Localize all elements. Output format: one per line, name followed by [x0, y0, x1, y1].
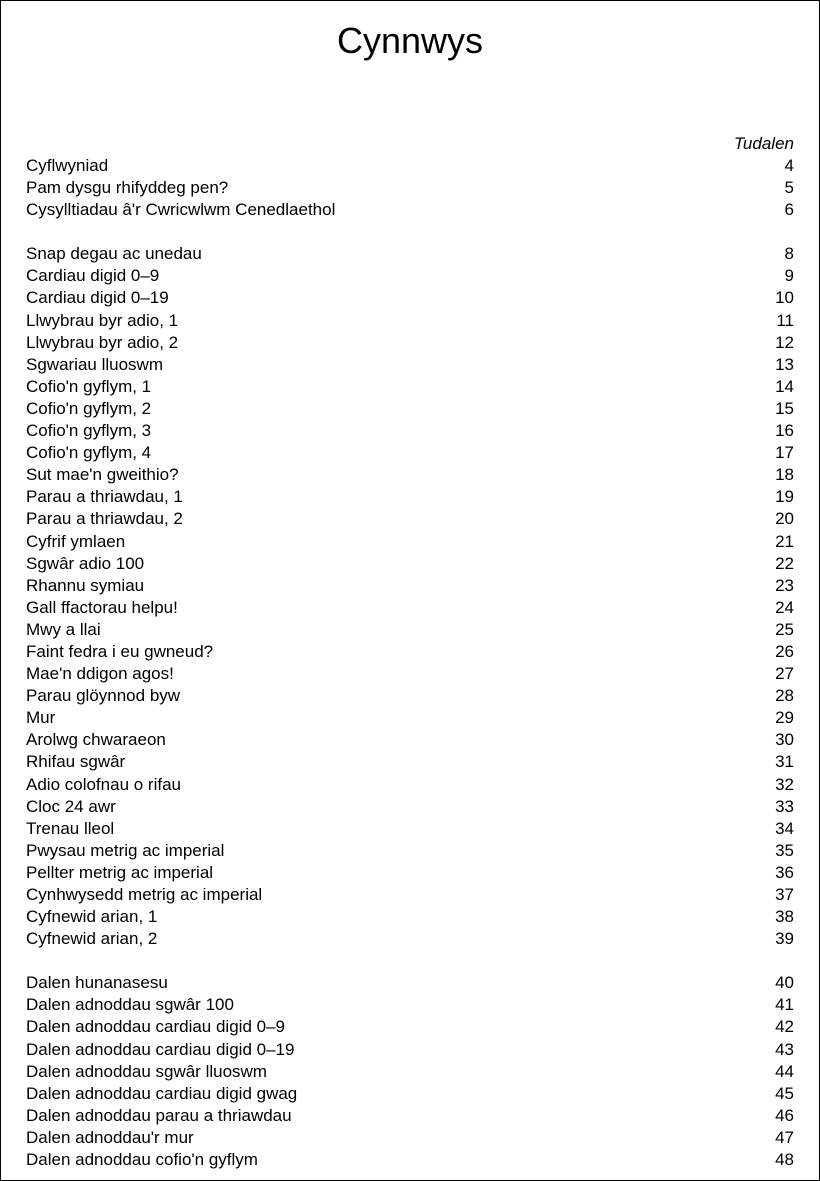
toc-entry-title: Pam dysgu rhifyddeg pen?: [26, 178, 229, 198]
toc-entry: [26, 376, 794, 398]
toc-entry-page-number: 28: [775, 686, 794, 706]
toc-entry: [26, 531, 794, 553]
toc-entry-title: Cofio'n gyflym, 1: [26, 376, 152, 396]
toc-entry-title: Cofio'n gyflym, 3: [26, 421, 152, 441]
toc-entry-title: Dalen adnoddau cardiau digid gwag: [26, 1083, 298, 1103]
toc-entry-title: Cyflwyniad: [26, 156, 109, 175]
toc-entry-title: Pellter metrig ac imperial: [26, 862, 214, 882]
toc-entry-page-number: 12: [775, 332, 794, 352]
toc-entry-title: Sut mae'n gweithio?: [26, 465, 179, 485]
toc-entry: [26, 486, 794, 508]
toc-entry-page-number: 32: [775, 774, 794, 794]
toc-entry-page-number: 42: [775, 1017, 794, 1037]
toc-entry-page-number: 43: [775, 1039, 794, 1059]
toc-entry-title: Mur: [26, 708, 56, 728]
toc-entry: [26, 1083, 794, 1105]
toc-entry-title: Trenau lleol: [26, 818, 115, 838]
toc-entry: [26, 751, 794, 773]
toc-entry: [26, 884, 794, 906]
toc-entry-title: Pwysau metrig ac imperial: [26, 840, 225, 860]
toc-entry: [26, 774, 794, 796]
toc-entry-title: Cynhwysedd metrig ac imperial: [26, 885, 263, 904]
toc-entry: [26, 1127, 794, 1149]
toc-entry-page-number: 46: [775, 1105, 794, 1125]
toc-entry-title: Parau a thriawdau, 1: [26, 487, 183, 507]
toc-entry-page-number: 24: [775, 597, 794, 617]
toc-entry-title: Gall ffactorau helpu!: [26, 597, 178, 617]
toc-entry-title: Arolwg chwaraeon: [26, 730, 166, 750]
toc-entry-page-number: 27: [775, 664, 794, 684]
toc-entry-page-number: 47: [775, 1127, 794, 1147]
toc-entry-page-number: 35: [775, 840, 794, 860]
toc-entry-page-number: 31: [775, 752, 794, 772]
toc-entry: [26, 332, 794, 354]
toc-entry-title: Mae'n ddigon agos!: [26, 664, 174, 684]
toc-entry: [26, 464, 794, 486]
toc-entry-page-number: 16: [775, 421, 794, 441]
toc-entry-page-number: 25: [775, 619, 794, 639]
toc-entry: [26, 310, 794, 332]
toc-entry: [26, 1149, 794, 1171]
toc-group: [26, 972, 794, 1171]
toc-entry-page-number: 10: [775, 288, 794, 308]
toc-entry-page-number: 22: [775, 553, 794, 573]
page-title: Cynnwys: [336, 20, 484, 61]
toc-entry-page-number: 4: [784, 156, 794, 175]
toc-entry-page-number: 30: [775, 730, 794, 750]
toc-entry: [26, 685, 794, 707]
toc-entry: [26, 177, 794, 199]
toc-entry: [26, 1061, 794, 1083]
page-column-header: Tudalen: [733, 134, 794, 153]
toc-entry-page-number: 39: [775, 929, 794, 949]
toc-entry: [26, 663, 794, 685]
toc-entry-page-number: 19: [775, 487, 794, 507]
toc-entry-title: Cloc 24 awr: [26, 796, 116, 816]
table-of-contents: [26, 155, 794, 1171]
toc-entry-title: Dalen adnoddau cardiau digid 0–19: [26, 1039, 295, 1059]
toc-entry-title: Cofio'n gyflym, 2: [26, 398, 152, 418]
toc-entry-title: Dalen adnoddau cardiau digid 0–9: [26, 1017, 285, 1037]
toc-entry-page-number: 11: [776, 310, 794, 330]
toc-entry-page-number: 6: [784, 200, 794, 220]
toc-entry-title: Dalen adnoddau sgwâr 100: [26, 995, 234, 1015]
toc-entry: [26, 553, 794, 575]
toc-entry-page-number: 17: [775, 443, 794, 463]
toc-entry: [26, 597, 794, 619]
toc-entry-title: Cardiau digid 0–19: [26, 288, 169, 308]
toc-entry-title: Sgwâr adio 100: [26, 553, 145, 573]
toc-entry-title: Mwy a llai: [26, 619, 101, 639]
toc-entry-page-number: 44: [775, 1061, 794, 1081]
toc-entry: [26, 398, 794, 420]
toc-entry-title: Dalen hunanasesu: [26, 973, 168, 993]
toc-entry-title: Faint fedra i eu gwneud?: [26, 641, 214, 661]
toc-entry: [26, 354, 794, 376]
toc-entry: [26, 420, 794, 442]
toc-entry: [26, 442, 794, 464]
toc-entry: [26, 707, 794, 729]
toc-entry: [26, 840, 794, 862]
toc-entry: [26, 818, 794, 840]
toc-entry-page-number: 13: [775, 354, 794, 374]
toc-entry: [26, 1016, 794, 1038]
toc-entry-page-number: 48: [775, 1150, 794, 1170]
toc-entry-page-number: 38: [775, 907, 794, 927]
toc-entry: [26, 729, 794, 751]
toc-entry: [26, 619, 794, 641]
toc-entry-page-number: 15: [775, 398, 794, 418]
toc-entry: [26, 862, 794, 884]
toc-entry-title: Llwybrau byr adio, 2: [26, 332, 179, 352]
toc-entry: [26, 928, 794, 950]
toc-entry-page-number: 5: [784, 178, 794, 198]
toc-entry: [26, 155, 794, 177]
toc-group: [26, 243, 794, 950]
toc-entry-title: Dalen adnoddau sgwâr lluoswm: [26, 1061, 267, 1081]
toc-entry-title: Dalen adnoddau cofio'n gyflym: [26, 1150, 258, 1170]
toc-entry: [26, 508, 794, 530]
toc-entry-page-number: 29: [775, 708, 794, 728]
toc-entry-title: Dalen adnoddau parau a thriawdau: [26, 1105, 292, 1125]
toc-entry-title: Adio colofnau o rifau: [26, 774, 181, 794]
toc-entry-title: Llwybrau byr adio, 1: [26, 310, 179, 330]
toc-entry-title: Rhifau sgwâr: [26, 752, 126, 772]
toc-entry-page-number: 41: [775, 995, 794, 1015]
toc-entry-title: Sgwariau lluoswm: [26, 354, 163, 374]
toc-entry: [26, 199, 794, 221]
toc-entry: [26, 243, 794, 265]
toc-entry: [26, 1039, 794, 1061]
toc-entry-page-number: 8: [784, 244, 794, 264]
toc-entry-page-number: 45: [775, 1083, 794, 1103]
toc-entry: [26, 972, 794, 994]
toc-entry-title: Cyfnewid arian, 2: [26, 929, 158, 949]
toc-entry: [26, 994, 794, 1016]
toc-entry-page-number: 23: [775, 575, 794, 595]
toc-entry-page-number: 37: [775, 885, 794, 904]
toc-entry-page-number: 33: [775, 796, 794, 816]
toc-entry-page-number: 18: [775, 465, 794, 485]
toc-entry: [26, 641, 794, 663]
toc-entry: [26, 265, 794, 287]
toc-entry: [26, 1105, 794, 1127]
toc-entry-page-number: 21: [775, 531, 794, 551]
toc-entry-title: Parau glöynnod byw: [26, 686, 181, 706]
toc-entry-page-number: 20: [775, 509, 794, 529]
toc-entry-title: Dalen adnoddau'r mur: [26, 1127, 194, 1147]
toc-entry-page-number: 36: [775, 862, 794, 882]
toc-entry-page-number: 34: [775, 818, 794, 838]
toc-entry-title: Cysylltiadau â'r Cwricwlwm Cenedlaethol: [26, 200, 336, 220]
toc-entry: [26, 287, 794, 309]
toc-entry-title: Cofio'n gyflym, 4: [26, 443, 152, 463]
toc-entry-title: Rhannu symiau: [26, 575, 145, 595]
toc-entry-page-number: 40: [775, 973, 794, 993]
toc-entry: [26, 575, 794, 597]
toc-entry-page-number: 14: [775, 376, 794, 396]
toc-group: [26, 155, 794, 221]
toc-entry-page-number: 26: [775, 641, 794, 661]
toc-entry-title: Parau a thriawdau, 2: [26, 509, 183, 529]
toc-entry-title: Cardiau digid 0–9: [26, 266, 160, 286]
toc-entry-title: Cyfnewid arian, 1: [26, 907, 158, 927]
toc-entry: [26, 906, 794, 928]
toc-entry: [26, 796, 794, 818]
toc-entry-title: Snap degau ac unedau: [26, 244, 202, 264]
toc-entry-title: Cyfrif ymlaen: [26, 531, 126, 551]
toc-entry-page-number: 9: [784, 266, 794, 286]
